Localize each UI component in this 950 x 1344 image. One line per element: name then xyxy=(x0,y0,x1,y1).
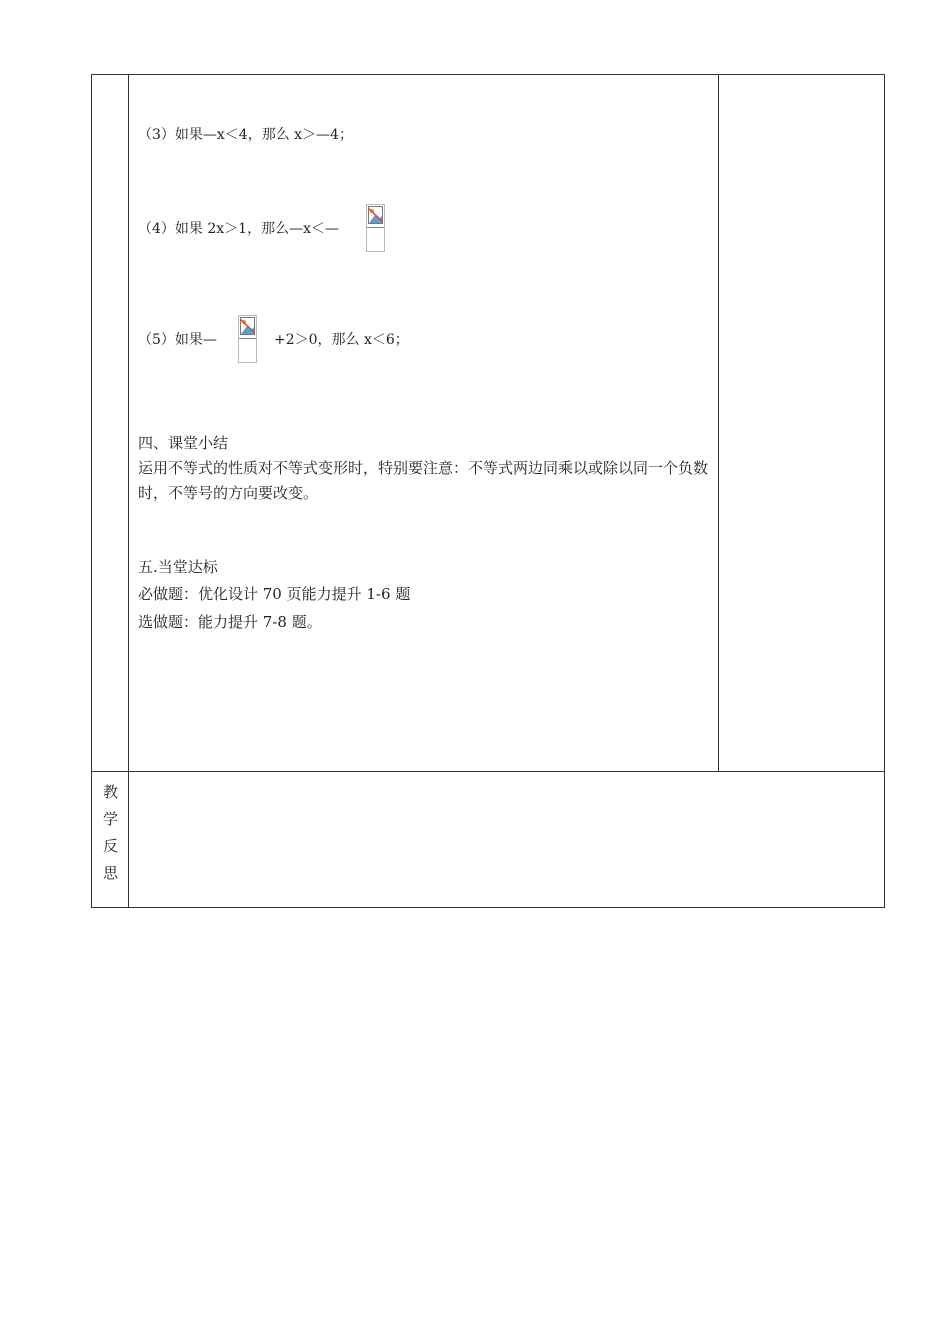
exercise-heading: 五.当堂达标 xyxy=(138,558,218,576)
exercise-item-5-prefix: （5）如果— xyxy=(138,332,217,348)
teaching-reflection-label xyxy=(92,779,129,887)
broken-image-icon xyxy=(366,204,385,252)
exercise-item-5-suffix: +2＞0，那么 x＜6； xyxy=(274,332,409,348)
exercise-item-4: （4）如果 2x＞1，那么—x＜— xyxy=(138,221,339,237)
optional-exercise: 选做题：能力提升 7-8 题。 xyxy=(138,613,322,631)
summary-heading: 四、课堂小结 xyxy=(138,434,229,452)
right-column-divider xyxy=(718,74,719,772)
summary-body: 运用不等式的性质对不等式变形时，特别要注意：不等式两边同乘以或除以同一个负数时，不等号的方向要改变。 xyxy=(138,459,709,502)
exercise-item-3: （3）如果—x＜4，那么 x＞—4； xyxy=(138,127,353,143)
reflection-char: 教 xyxy=(102,783,118,801)
reflection-char: 反 xyxy=(102,837,118,855)
broken-image-icon xyxy=(238,315,257,363)
reflection-char: 学 xyxy=(102,810,118,828)
required-exercise: 必做题：优化设计 70 页能力提升 1-6 题 xyxy=(138,585,411,603)
reflection-char: 思 xyxy=(102,864,118,882)
row-divider xyxy=(91,771,885,772)
